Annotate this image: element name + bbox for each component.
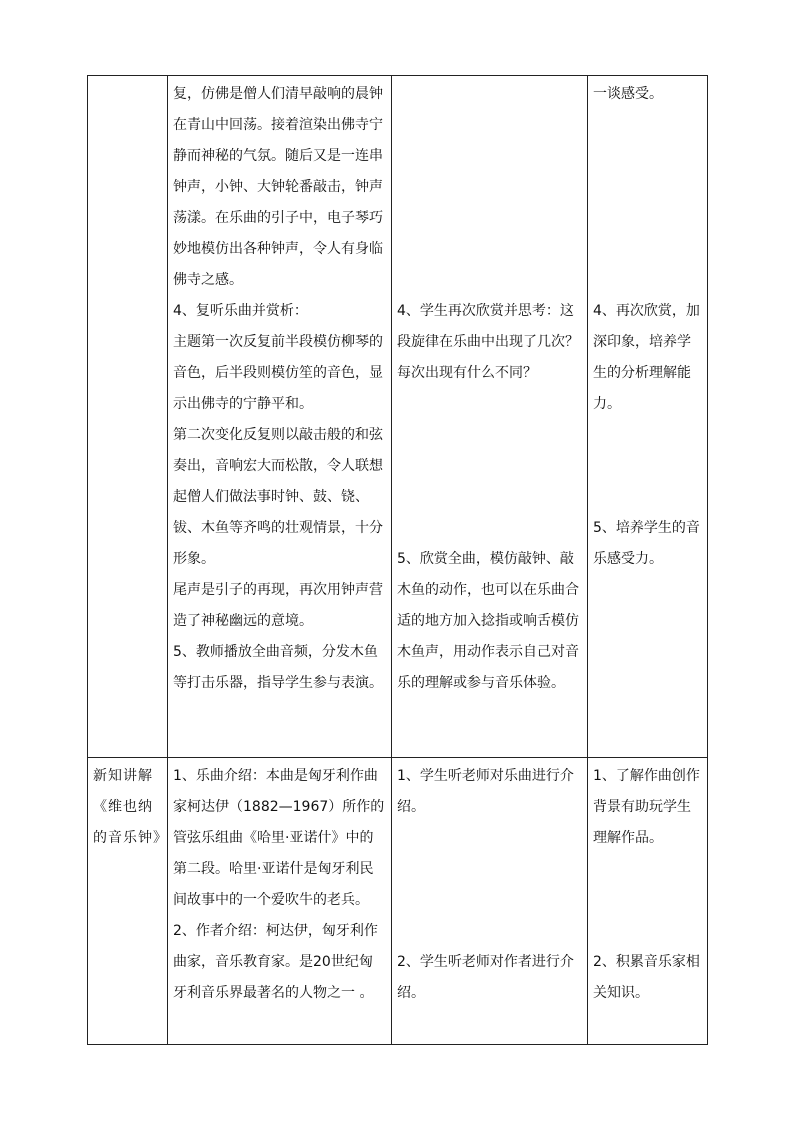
teacher-paragraph: 4、复听乐曲并赏析：: [173, 303, 308, 319]
student-paragraph: 5、欣赏全曲，模仿敲钟、敲木鱼的动作，也可以在乐曲合适的地方加入捻指或响舌模仿木鱼声，用动作表示自己对音乐的理解或参与音乐体验。: [397, 551, 579, 691]
teacher-paragraph: 第二次变化反复则以敲击般的和弦奏出，音响宏大而松散，令人联想起僧人们做法事时钟、鼓、铙、钹、木鱼等齐鸣的壮观情景，十分形象。: [173, 427, 383, 567]
lesson-plan-table: [87, 75, 708, 1045]
teacher-paragraph: 尾声是引子的再现，再次用钟声营造了神秘幽远的意境。: [173, 582, 383, 629]
teacher-activity-cell: [168, 76, 392, 758]
stage-cell: [88, 758, 168, 1045]
purpose-paragraph: 一谈感受。: [593, 86, 663, 102]
purpose-cell: [588, 76, 708, 758]
student-paragraph: 4、学生再次欣赏并思考：这段旋律在乐曲中出现了几次？每次出现有什么不同？: [397, 303, 579, 381]
student-activity-cell: [392, 758, 588, 1045]
stage-cell: [88, 76, 168, 758]
student-activity-cell: [392, 76, 588, 758]
teacher-paragraph: 5、教师播放全曲音频，分发木鱼等打击乐器，指导学生参与表演。: [173, 644, 383, 691]
purpose-cell: [588, 758, 708, 1045]
table-row: [88, 758, 708, 1045]
teacher-paragraph: 复，仿佛是僧人们清早敲响的晨钟在青山中回荡。接着渲染出佛寺宁静而神秘的气氛。随后又是一连串钟声，小钟、大钟轮番敲击，钟声荡漾。在乐曲的引子中，电子琴巧妙地模仿出各种钟声，令人有身临佛寺之感。: [173, 86, 383, 288]
teacher-paragraph: 1、乐曲介绍：本曲是匈牙利作曲家柯达伊（1882—1967）所作的管弦乐组曲《哈里·亚诺什》中的第二段。哈里·亚诺什是匈牙利民间故事中的一个爱吹牛的老兵。: [173, 768, 385, 908]
teacher-activity-cell: [168, 758, 392, 1045]
purpose-paragraph: 2、积累音乐家相关知识。: [593, 954, 700, 1001]
student-paragraph: 2、学生听老师对作者进行介绍。: [397, 954, 574, 1001]
purpose-paragraph: 4、再次欣赏，加深印象，培养学生的分析理解能力。: [593, 303, 700, 412]
purpose-paragraph: 1、了解作曲创作背景有助玩学生理解作品。: [593, 768, 700, 846]
teacher-paragraph: 2、作者介绍：柯达伊，匈牙利作曲家，音乐教育家。是20世纪匈牙利音乐界最著名的人物之一 。: [173, 923, 378, 1001]
student-paragraph: 1、学生听老师对乐曲进行介绍。: [397, 768, 574, 815]
stage-label: 新知讲解《维也纳的音乐钟》: [93, 768, 168, 846]
table-row: [88, 76, 708, 758]
purpose-paragraph: 5、培养学生的音乐感受力。: [593, 520, 700, 567]
teacher-paragraph: 主题第一次反复前半段模仿柳琴的音色，后半段则模仿笙的音色，显示出佛寺的宁静平和。: [173, 334, 383, 412]
